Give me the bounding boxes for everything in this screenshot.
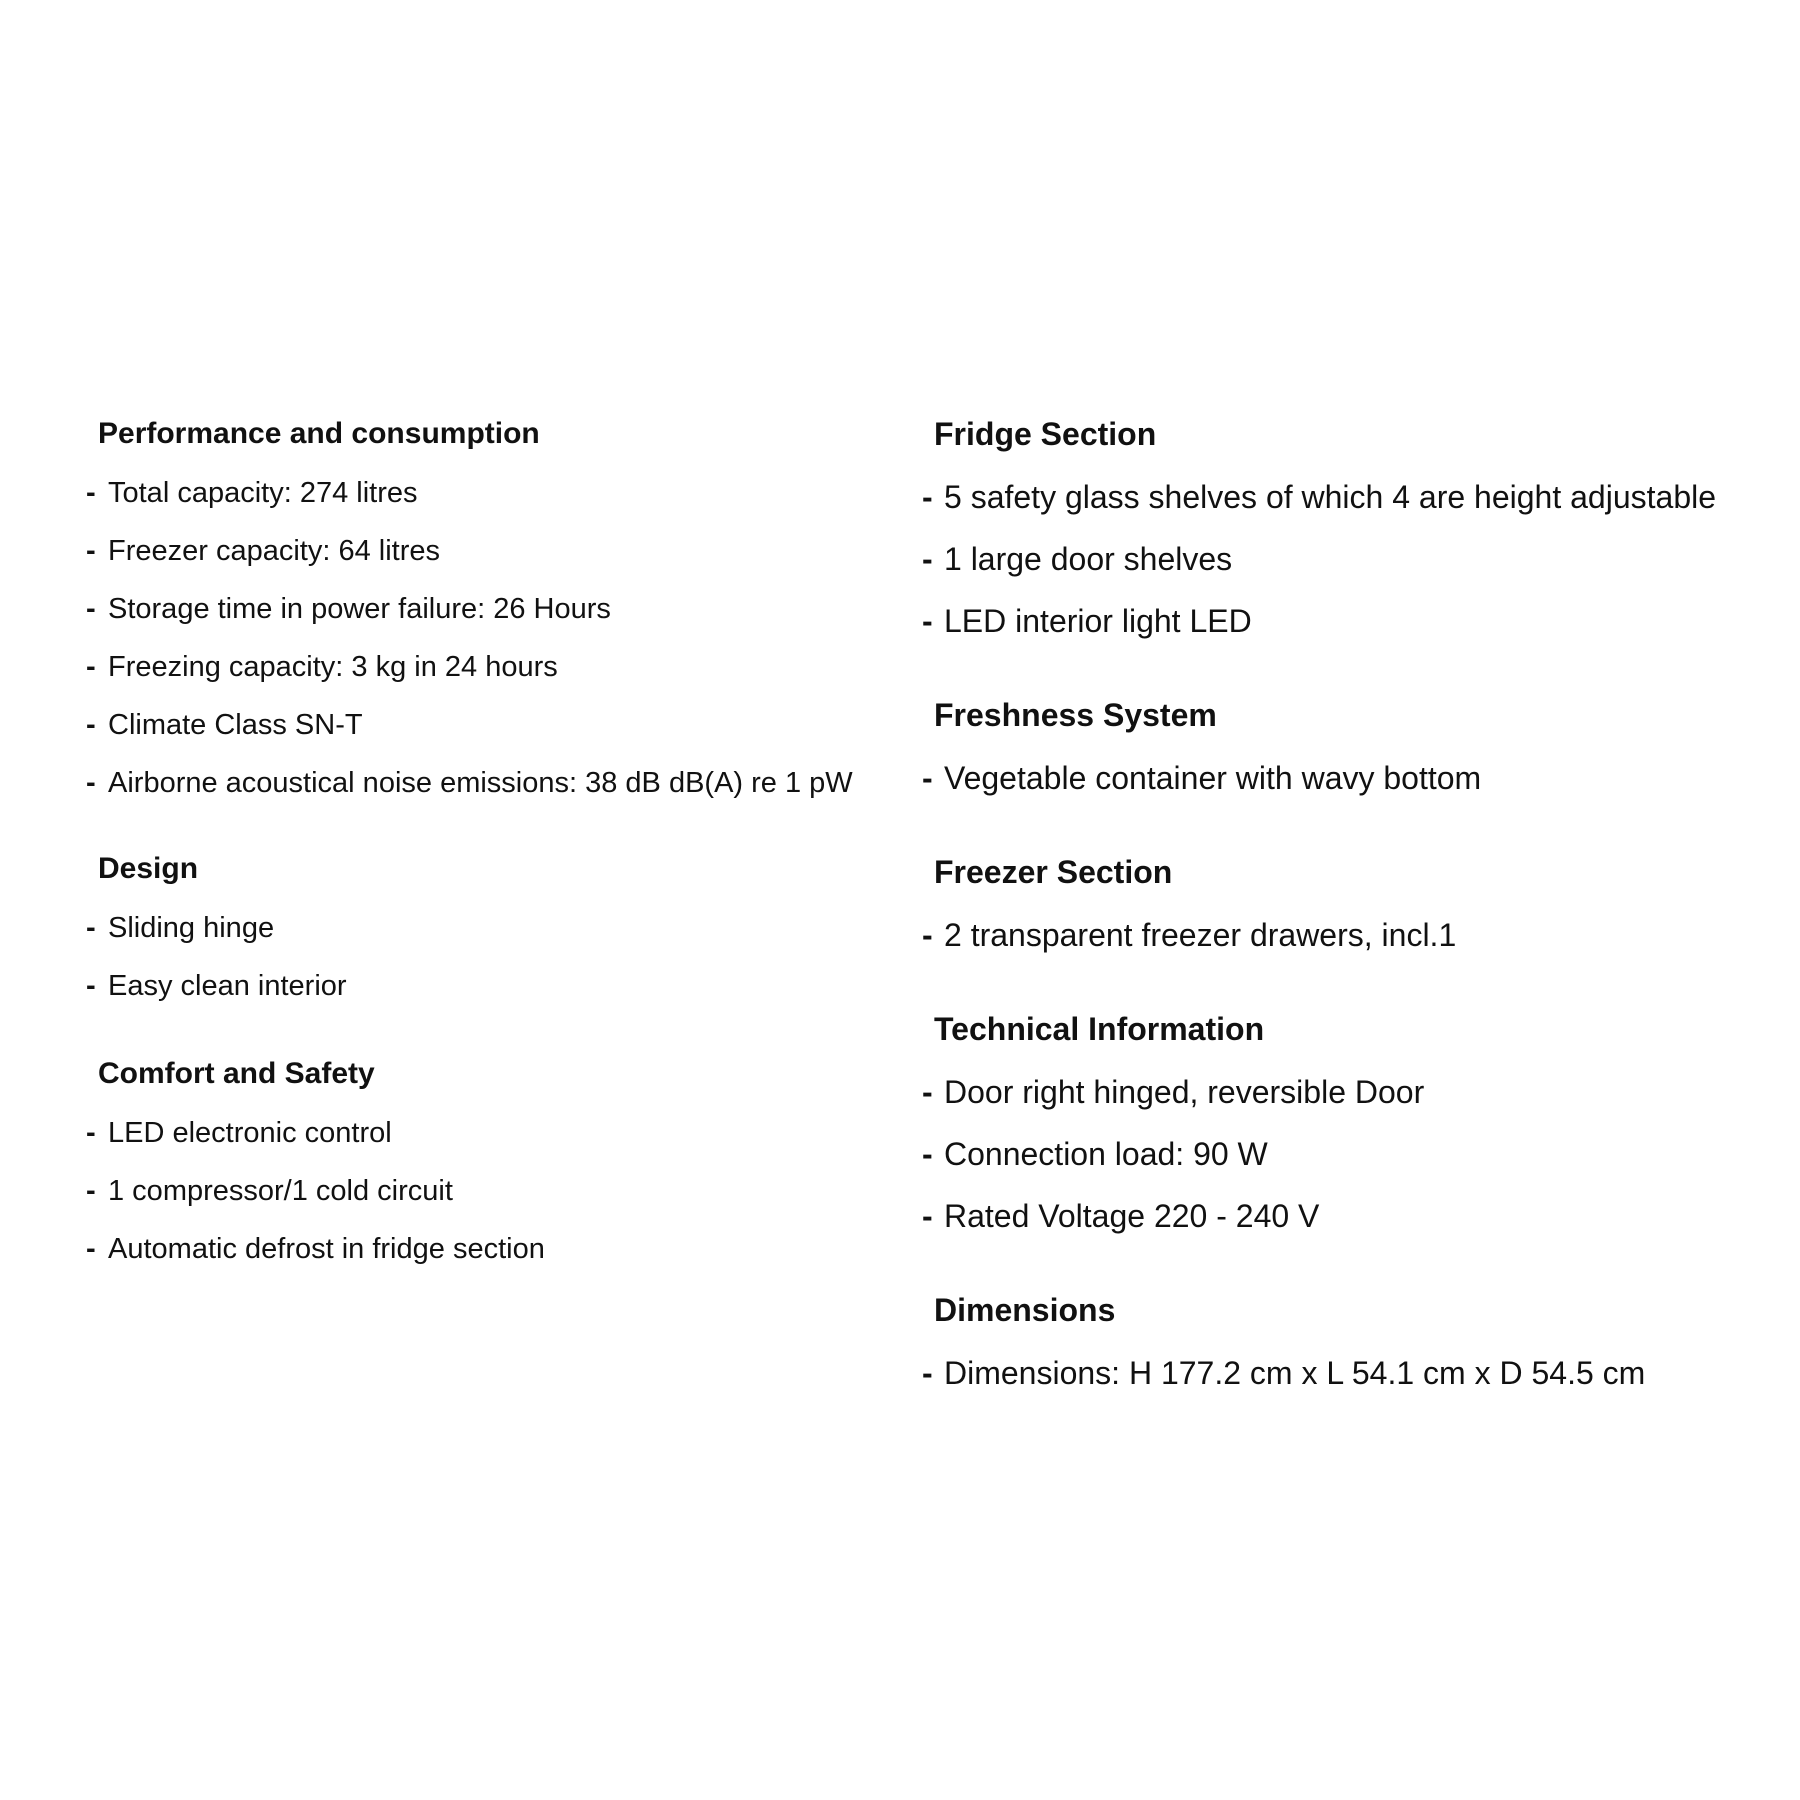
item-text: Automatic defrost in fridge section: [108, 1233, 545, 1265]
section-title: Freezer Section: [934, 854, 1173, 890]
bullet-dash: -: [922, 1355, 933, 1391]
item-text: Easy clean interior: [108, 970, 347, 1002]
section-title: Comfort and Safety: [98, 1057, 375, 1090]
bullet-dash: -: [86, 709, 96, 741]
bullet-dash: -: [922, 1074, 933, 1110]
bullet-dash: -: [922, 479, 933, 515]
bullet-dash: -: [922, 760, 933, 796]
bullet-dash: -: [86, 1175, 96, 1207]
item-text: Dimensions: H 177.2 cm x L 54.1 cm x D 54.5 cm: [944, 1355, 1646, 1391]
item-text: LED interior light LED: [944, 603, 1252, 639]
bullet-dash: -: [922, 917, 933, 953]
bullet-dash: -: [86, 477, 96, 509]
item-text: Climate Class SN-T: [108, 709, 363, 741]
bullet-dash: -: [922, 603, 933, 639]
bullet-dash: -: [86, 593, 96, 625]
item-text: Door right hinged, reversible Door: [944, 1074, 1425, 1110]
section-title: Dimensions: [934, 1292, 1116, 1328]
item-text: Airborne acoustical noise emissions: 38 dB dB(A) re 1 pW: [108, 767, 853, 799]
section-title: Design: [98, 852, 199, 885]
item-text: Storage time in power failure: 26 Hours: [108, 593, 611, 625]
item-text: 2 transparent freezer drawers, incl.1: [944, 917, 1457, 953]
item-text: LED electronic control: [108, 1117, 392, 1149]
bullet-dash: -: [922, 1136, 933, 1172]
item-text: 1 compressor/1 cold circuit: [108, 1175, 453, 1207]
bullet-dash: -: [86, 1117, 96, 1149]
section-title: Technical Information: [934, 1011, 1265, 1047]
item-text: Connection load: 90 W: [944, 1136, 1268, 1172]
bullet-dash: -: [922, 1198, 933, 1234]
item-text: Sliding hinge: [108, 912, 275, 944]
bullet-dash: -: [86, 970, 96, 1002]
bullet-dash: -: [86, 767, 96, 799]
section-title: Performance and consumption: [98, 417, 540, 450]
item-text: Freezing capacity: 3 kg in 24 hours: [108, 651, 558, 683]
section-title: Fridge Section: [934, 416, 1157, 452]
bullet-dash: -: [86, 535, 96, 567]
bullet-dash: -: [922, 541, 933, 577]
item-text: Freezer capacity: 64 litres: [108, 535, 441, 567]
item-text: Rated Voltage 220 - 240 V: [944, 1198, 1320, 1234]
bullet-dash: -: [86, 912, 96, 944]
item-text: 1 large door shelves: [944, 541, 1233, 577]
item-text: 5 safety glass shelves of which 4 are height adjustable: [944, 479, 1717, 515]
section-title: Freshness System: [934, 697, 1217, 733]
bullet-dash: -: [86, 651, 96, 683]
bullet-dash: -: [86, 1233, 96, 1265]
item-text: Vegetable container with wavy bottom: [944, 760, 1482, 796]
item-text: Total capacity: 274 litres: [108, 477, 418, 509]
